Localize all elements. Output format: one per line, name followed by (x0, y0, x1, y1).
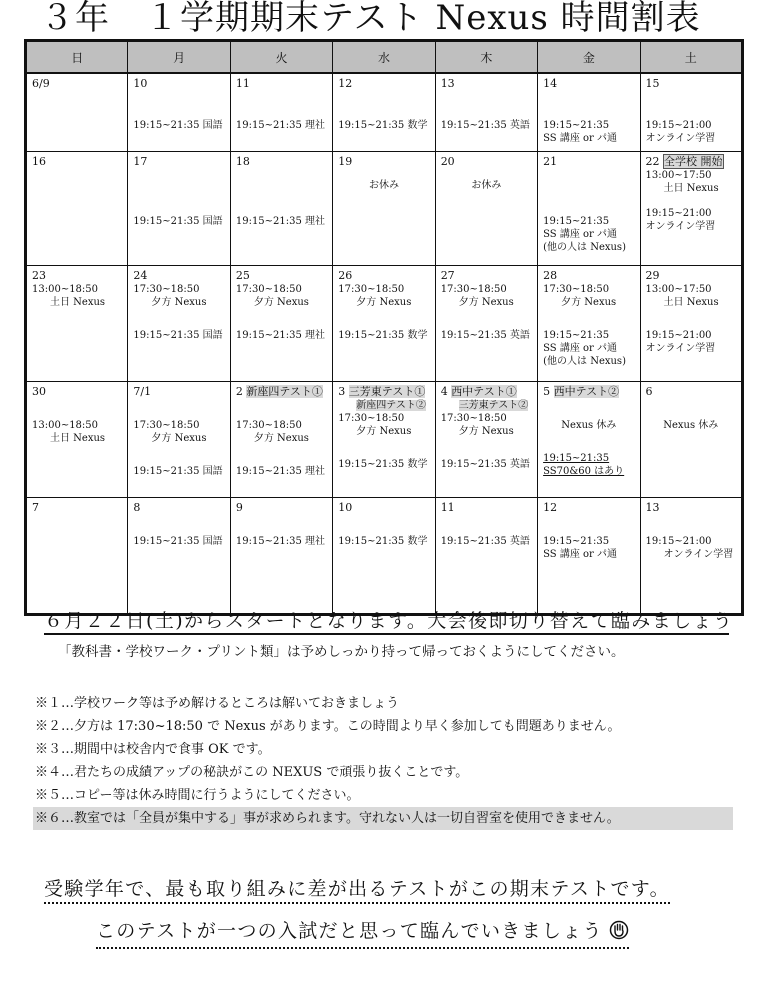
day-cell (640, 266, 742, 382)
class-note: 土日 Nexus (50, 433, 106, 444)
event-tag: 全学校 開始 (664, 155, 723, 168)
class-note: 夕方 Nexus (151, 297, 207, 308)
day-off: お休み (471, 180, 502, 191)
day-cell (640, 498, 742, 615)
week-row-4 (26, 382, 743, 498)
class-time: 19:15~21:35 国語 (133, 216, 223, 227)
day-date: 22 全学校 開始 (645, 155, 723, 168)
day-date: 10 (133, 77, 148, 90)
weekday-wed: 水 (333, 41, 435, 74)
day-cell (333, 266, 435, 382)
class-time: 19:15~21:35 数学 (338, 459, 428, 470)
day-date: 25 (235, 269, 250, 282)
class-note: オンライン学習 (663, 549, 734, 560)
class-note: SS 講座 or パ通 (543, 229, 617, 240)
class-time: 13:00~17:50 (645, 170, 712, 181)
day-date: 8 (133, 501, 141, 514)
class-time: 19:15~21:35 (543, 330, 610, 341)
class-time: 17:30~18:50 (440, 284, 507, 295)
weekday-mon: 月 (128, 41, 230, 74)
week-row-5 (26, 498, 743, 615)
day-cell (538, 266, 640, 382)
day-cell (26, 382, 128, 498)
class-time: 19:15~21:35 国語 (133, 536, 223, 547)
weekday-thu: 木 (435, 41, 537, 74)
day-cell (435, 266, 537, 382)
day-date: 30 (32, 385, 46, 398)
class-time: 13:00~17:50 (645, 284, 712, 295)
day-cell (640, 73, 742, 152)
class-note: 夕方 Nexus (561, 297, 617, 308)
day-off: お休み (368, 180, 399, 191)
class-time: 17:30~18:50 (235, 284, 302, 295)
class-note: 夕方 Nexus (253, 297, 309, 308)
class-time: 19:15~21:35 理社 (235, 536, 326, 547)
day-cell (333, 152, 435, 266)
class-time: 19:15~21:35 理社 (235, 330, 326, 341)
day-cell (128, 266, 230, 382)
test-tag: 三芳東テスト② (458, 400, 529, 411)
class-time: 19:15~21:35 英語 (440, 536, 530, 547)
day-off: Nexus 休み (663, 420, 719, 431)
day-cell (230, 266, 332, 382)
day-cell (538, 152, 640, 266)
day-cell (26, 152, 128, 266)
day-cell (538, 382, 640, 498)
day-cell (230, 382, 332, 498)
test-tag: 西中テスト① (451, 385, 517, 398)
day-date: 4 西中テスト① (440, 385, 517, 398)
class-time: 19:15~21:35 英語 (440, 120, 530, 131)
day-cell (435, 498, 537, 615)
class-time: 19:15~21:35 理社 (235, 216, 326, 227)
class-time: 19:15~21:35 国語 (133, 330, 223, 341)
class-note: SS 講座 or パ通 (543, 549, 617, 560)
day-date: 20 (440, 155, 455, 168)
class-time: 19:15~21:35 英語 (440, 459, 530, 470)
day-cell (333, 382, 435, 498)
day-date: 17 (133, 155, 148, 168)
test-tag: 新座四テスト② (356, 400, 426, 411)
class-note: 土日 Nexus (663, 183, 719, 194)
day-date: 26 (338, 269, 353, 282)
note-item-highlighted: ※６…教室では「全員が集中する」事が求められます。守れない人は一切自習室を使用できません。 (33, 807, 733, 830)
day-cell (640, 152, 742, 266)
day-cell (333, 498, 435, 615)
week-row-1 (26, 73, 743, 152)
class-note: 夕方 Nexus (356, 426, 412, 437)
class-time: 19:15~21:35 (543, 216, 610, 227)
note-item: ※４…君たちの成績アップの秘訣がこの NEXUS で頑張り抜くことです。 (35, 765, 469, 780)
class-time: 19:15~21:00 (645, 120, 712, 131)
day-date: 10 (338, 501, 353, 514)
day-cell (128, 498, 230, 615)
page-title: ３年 １学期期末テスト Nexus 時間割表 (40, 0, 701, 38)
test-tag: 三芳東テスト① (348, 385, 426, 398)
closing-message-2: このテストが一つの入試だと思って臨んでいきましょう (96, 918, 629, 949)
day-cell (26, 73, 128, 152)
note-item: ※５…コピー等は休み時間に行うようにしてください。 (35, 788, 360, 803)
class-time: 17:30~18:50 (440, 413, 507, 424)
day-date: 6/9 (32, 77, 50, 90)
class-note: SS 講座 or パ通 (543, 343, 617, 354)
class-note: SS70&60 はあり (543, 466, 625, 477)
class-time: 17:30~18:50 (338, 413, 405, 424)
day-cell (128, 73, 230, 152)
note-item: ※２…夕方は 17:30~18:50 で Nexus があります。この時間より早く参加しても問題ありません。 (35, 719, 621, 734)
day-cell (538, 498, 640, 615)
day-date: 12 (543, 501, 558, 514)
day-date: 21 (543, 155, 558, 168)
note-item: ※３…期間中は校舎内で食事 OK です。 (35, 742, 271, 757)
day-cell (230, 73, 332, 152)
day-date: 28 (543, 269, 558, 282)
weekday-sat: 土 (640, 41, 742, 74)
day-cell (435, 382, 537, 498)
day-date: 29 (645, 269, 660, 282)
class-time: 17:30~18:50 (133, 420, 200, 431)
notes-list (33, 692, 733, 830)
class-time: 19:15~21:35 数学 (338, 536, 428, 547)
day-date: 16 (32, 155, 46, 168)
class-time: 13:00~18:50 (32, 284, 99, 295)
class-time: 19:15~21:35 数学 (338, 120, 428, 131)
class-time: 17:30~18:50 (235, 420, 302, 431)
day-cell (435, 73, 537, 152)
weekday-sun: 日 (26, 41, 128, 74)
class-time: 19:15~21:00 (645, 536, 712, 547)
day-cell (230, 498, 332, 615)
day-date: 7 (32, 501, 39, 514)
weekday-header-row (26, 41, 743, 74)
test-tag: 西中テスト② (553, 385, 620, 398)
class-time: 17:30~18:50 (543, 284, 610, 295)
class-note: 夕方 Nexus (356, 297, 412, 308)
class-note: 夕方 Nexus (458, 426, 514, 437)
closing-message-1: 受験学年で、最も取り組みに差が出るテストがこの期末テストです。 (44, 876, 670, 904)
class-note: 夕方 Nexus (458, 297, 514, 308)
day-date: 19 (338, 155, 353, 168)
class-note: SS 講座 or パ通 (543, 133, 617, 144)
day-off: Nexus 休み (561, 420, 617, 431)
test-tag: 新座四テスト① (246, 385, 323, 398)
class-note: 土日 Nexus (663, 297, 719, 308)
day-date: 5 西中テスト② (543, 385, 620, 398)
day-date: 27 (440, 269, 455, 282)
weekday-fri: 金 (538, 41, 640, 74)
day-cell (26, 498, 128, 615)
day-cell (230, 152, 332, 266)
class-time: 19:15~21:35 国語 (133, 466, 223, 477)
class-note: オンライン学習 (645, 133, 716, 144)
class-time: 19:15~21:35 英語 (440, 330, 530, 341)
day-date: 13 (645, 501, 660, 514)
materials-reminder: 「教科書・学校ワーク・プリント類」は予めしっかり持って帰っておくようにしてください。 (58, 644, 625, 660)
day-date: 15 (645, 77, 660, 90)
day-date: 6 (645, 385, 653, 398)
day-date: 9 (235, 501, 243, 514)
day-cell (26, 266, 128, 382)
class-time: 19:15~21:35 (543, 120, 610, 131)
class-note: 夕方 Nexus (253, 433, 309, 444)
day-date: 11 (235, 77, 250, 90)
class-time: 13:00~18:50 (32, 420, 99, 431)
day-date: 7/1 (133, 385, 152, 398)
day-cell (538, 73, 640, 152)
class-time: 19:15~21:35 理社 (235, 466, 326, 477)
day-cell (435, 152, 537, 266)
day-date: 14 (543, 77, 558, 90)
class-note: 夕方 Nexus (151, 433, 207, 444)
class-note: オンライン学習 (645, 343, 716, 354)
day-date: 23 (32, 269, 46, 282)
schedule-calendar (24, 39, 744, 616)
class-note: (他の人は Nexus) (543, 356, 626, 367)
class-time: 19:15~21:35 数学 (338, 330, 428, 341)
class-time: 19:15~21:35 (543, 536, 610, 547)
day-cell (128, 382, 230, 498)
class-note: 土日 Nexus (50, 297, 106, 308)
week-row-3 (26, 266, 743, 382)
day-date: 13 (440, 77, 455, 90)
class-time: 19:15~21:35 国語 (133, 120, 223, 131)
class-note: (他の人は Nexus) (543, 242, 626, 253)
day-date: 2 新座四テスト① (235, 385, 323, 398)
day-date: 12 (338, 77, 353, 90)
day-date: 18 (235, 155, 250, 168)
day-date: 24 (133, 269, 148, 282)
day-cell (128, 152, 230, 266)
class-time: 19:15~21:35 (543, 453, 610, 464)
class-time: 17:30~18:50 (338, 284, 405, 295)
day-cell (333, 73, 435, 152)
class-time: 19:15~21:35 理社 (235, 120, 326, 131)
class-time: 17:30~18:50 (133, 284, 200, 295)
note-item: ※１…学校ワーク等は予め解けるところは解いておきましょう (35, 696, 400, 711)
weekday-tue: 火 (230, 41, 332, 74)
day-cell (640, 382, 742, 498)
raised-hand-icon (609, 920, 629, 947)
day-date: 3 三芳東テスト① (338, 385, 426, 398)
class-time: 19:15~21:00 (645, 330, 712, 341)
week-row-2 (26, 152, 743, 266)
class-note: オンライン学習 (645, 221, 716, 232)
class-time: 19:15~21:00 (645, 208, 712, 219)
start-announcement: ６月２２日(土)からスタートとなります。大会後即切り替えて臨みましょう (44, 609, 729, 635)
day-date: 11 (440, 501, 455, 514)
